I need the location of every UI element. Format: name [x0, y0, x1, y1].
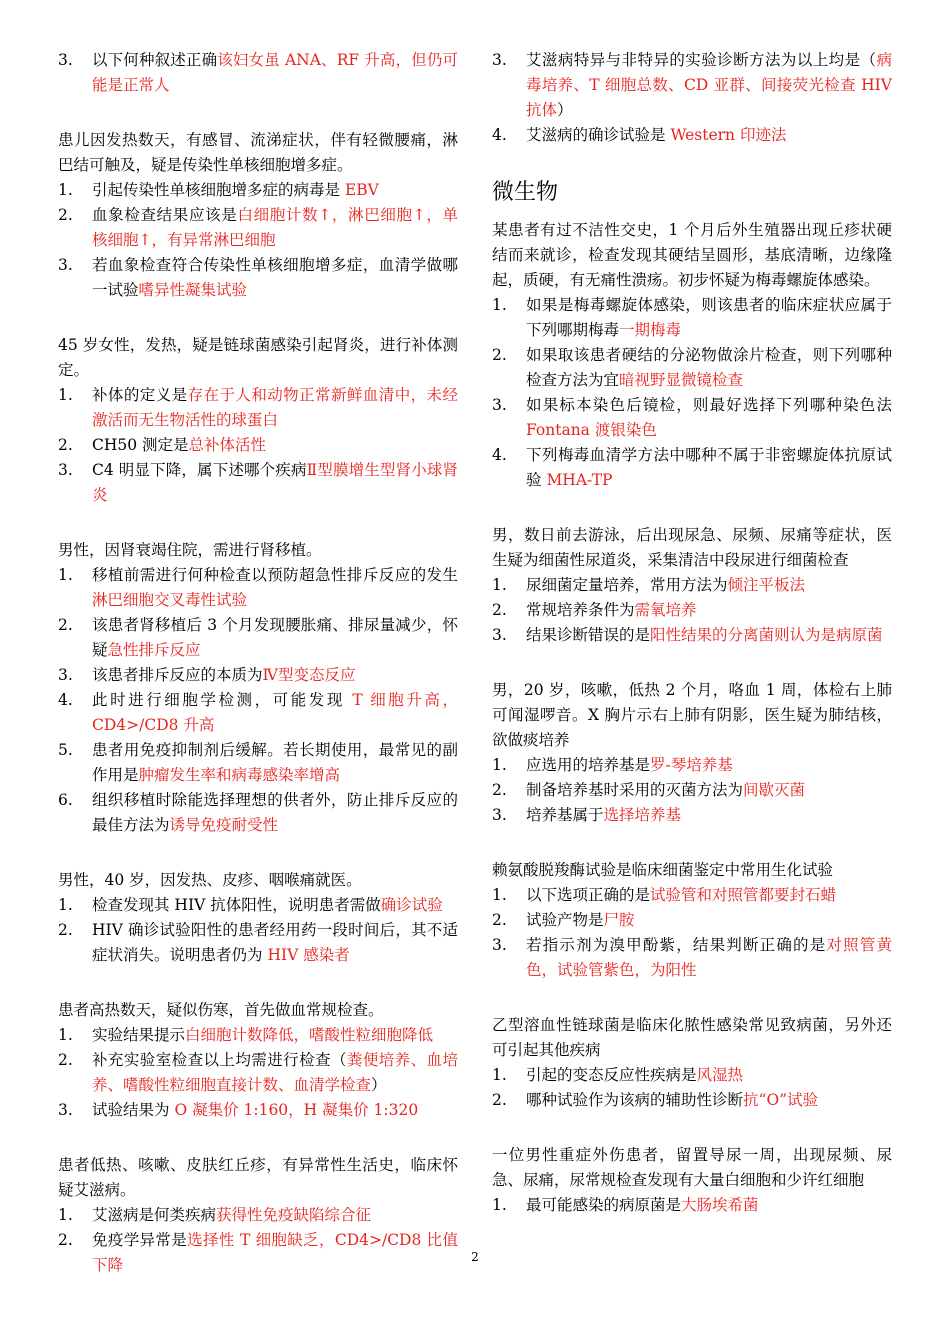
answer-text: 尸胺	[603, 911, 635, 929]
question-text: C4 明显下降，属下述哪个疾病	[92, 461, 307, 479]
item-number: 3.	[492, 806, 507, 824]
question-item	[58, 433, 458, 458]
case-intro: 45 岁女性，发热，疑是链球菌感染引起肾炎，进行补体测定。	[58, 336, 458, 379]
case-intro: 男，20 岁，咳嗽，低热 2 个月，咯血 1 周，体检右上肺可闻湿啰音。X 胸片示右上肺有阴影，医生疑为肺结核，欲做痰培养	[492, 681, 892, 749]
item-number: 3.	[492, 936, 507, 954]
question-block	[492, 678, 892, 828]
answer-text: T 细胞升高，CD4>/CD8 升高	[92, 691, 458, 734]
question-block	[492, 858, 892, 983]
answer-text: 病毒培养、T 细胞总数、CD 亚群、间接荧光检查 HIV 抗体	[526, 51, 892, 119]
question-item	[58, 1023, 458, 1048]
question-list	[58, 383, 458, 508]
case-intro: 乙型溶血性链球菌是临床化脓性感染常见致病菌，另外还可引起其他疾病	[492, 1016, 892, 1059]
answer-text: 存在于人和动物正常新鲜血清中，未经激活而无生物活性的球蛋白	[92, 386, 458, 429]
question-item	[58, 893, 458, 918]
question-list	[492, 1193, 892, 1218]
question-text: 补充实验室检查以上均需进行检查（	[92, 1051, 347, 1069]
answer-text: 大肠埃希菌	[681, 1196, 759, 1214]
question-block	[58, 333, 458, 508]
answer-text: 获得性免疫缺陷综合征	[216, 1206, 372, 1224]
item-number: 1.	[58, 181, 73, 199]
item-number: 2.	[492, 781, 507, 799]
question-item	[58, 738, 458, 788]
item-number: 5.	[58, 741, 73, 759]
item-number: 3.	[58, 51, 73, 69]
answer-text: 急性排斥反应	[107, 641, 201, 659]
question-item	[492, 443, 892, 493]
question-text: CH50 测定是	[92, 436, 189, 454]
question-text: 艾滋病特异与非特异的实验诊断方法为以上均是（	[526, 51, 877, 69]
question-text: 如果取该患者硬结的分泌物做涂片检查，则下列哪种检查方法为宜	[526, 346, 892, 389]
question-item	[58, 663, 458, 688]
item-number: 3.	[492, 626, 507, 644]
item-number: 4.	[58, 691, 73, 709]
question-list	[492, 573, 892, 648]
question-text: 患者用免疫抑制剂后缓解。若长期使用，最常见的副作用是	[92, 741, 458, 784]
item-number: 2.	[492, 346, 507, 364]
case-intro: 某患者有过不洁性交史，1 个月后外生殖器出现丘疹状硬结而来就诊，检查发现其硬结呈圆形，基底清晰，边缘隆起，质硬，有无痛性溃疡。初步怀疑为梅毒螺旋体感染。	[492, 221, 892, 289]
item-number: 1.	[492, 296, 507, 314]
item-number: 1.	[58, 386, 73, 404]
right-column	[492, 48, 892, 1248]
answer-text: MHA-TP	[546, 471, 613, 489]
answer-text: 白细胞计数降低，嗜酸性粒细胞降低	[185, 1026, 434, 1044]
question-item	[492, 623, 892, 648]
answer-text: 该妇女虽 ANA、RF 升高，但仍可能是正常人	[92, 51, 458, 94]
answer-text: 淋巴细胞交叉毒性试验	[92, 591, 248, 609]
question-block	[58, 538, 458, 838]
question-text: 常规培养条件为	[526, 601, 635, 619]
answer-text: 一期梅毒	[619, 321, 682, 339]
item-number: 3.	[58, 1101, 73, 1119]
question-item	[58, 253, 458, 303]
question-item	[492, 1193, 892, 1218]
question-text: 免疫学异常是	[92, 1231, 188, 1249]
question-item	[492, 293, 892, 343]
question-item	[492, 933, 892, 983]
question-item	[492, 573, 892, 598]
question-item	[58, 1203, 458, 1228]
question-text: 试验结果为	[92, 1101, 175, 1119]
answer-text: 选择性 T 细胞缺乏，CD4>/CD8 比值下降	[92, 1231, 458, 1274]
question-item	[58, 563, 458, 613]
item-number: 1.	[492, 1066, 507, 1084]
question-text: 引起传染性单核细胞增多症的病毒是	[92, 181, 345, 199]
question-text: 最可能感染的病原菌是	[526, 1196, 682, 1214]
question-item	[58, 458, 458, 508]
page-number: 2	[471, 1250, 479, 1264]
question-text-tail: ）	[371, 1076, 387, 1094]
question-list	[492, 883, 892, 983]
question-block	[58, 868, 458, 968]
case-intro: 男性，因肾衰竭住院，需进行肾移植。	[58, 541, 322, 559]
answer-text: 选择培养基	[603, 806, 682, 824]
left-column	[58, 48, 458, 1308]
answer-text: Ⅱ型膜增生型肾小球肾炎	[92, 461, 458, 504]
question-list	[58, 563, 458, 838]
item-number: 1.	[492, 886, 507, 904]
answer-text: O 凝集价 1:160，H 凝集价 1:320	[174, 1101, 419, 1119]
right-top-continuation	[492, 48, 892, 148]
question-item	[58, 688, 458, 738]
right-main-blocks	[492, 218, 892, 1218]
question-item	[492, 753, 892, 778]
question-text: 如果标本染色后镜检，则最好选择下列哪种染色法	[526, 396, 892, 414]
case-intro: 赖氨酸脱羧酶试验是临床细菌鉴定中常用生化试验	[492, 861, 834, 879]
answer-text: 风湿热	[696, 1066, 744, 1084]
answer-text: 粪便培养、血培养、嗜酸性粒细胞直接计数、血清学检查	[92, 1051, 458, 1094]
question-text: HIV 确诊试验阳性的患者经用药一段时间后，其不适症状消失。说明患者仍为	[92, 921, 458, 964]
question-list	[58, 1203, 458, 1278]
question-list	[492, 48, 892, 148]
answer-text: 抗“O”试验	[743, 1091, 819, 1109]
question-block	[58, 998, 458, 1123]
question-text: 以下何种叙述正确	[92, 51, 218, 69]
question-item	[58, 48, 458, 98]
question-item	[492, 393, 892, 443]
question-text: 应选用的培养基是	[526, 756, 651, 774]
answer-text: 罗-琴培养基	[650, 756, 733, 774]
question-list	[58, 48, 458, 98]
answer-text: 暗视野显微镜检查	[619, 371, 744, 389]
case-intro: 患者高热数天，疑似伤寒，首先做血常规检查。	[58, 1001, 384, 1019]
answer-text: Fontana 渡银染色	[526, 421, 657, 439]
question-item	[58, 383, 458, 433]
answer-text: 阳性结果的分离菌则认为是病原菌	[650, 626, 883, 644]
item-number: 3.	[58, 256, 73, 274]
question-block	[492, 1143, 892, 1218]
question-block	[492, 523, 892, 648]
item-number: 3.	[58, 666, 73, 684]
answer-text: 倾注平板法	[727, 576, 806, 594]
item-number: 2.	[58, 921, 73, 939]
question-item	[492, 883, 892, 908]
item-number: 1.	[492, 1196, 507, 1214]
question-text: 实验结果提示	[92, 1026, 186, 1044]
question-text: 艾滋病是何类疾病	[92, 1206, 217, 1224]
item-number: 2.	[58, 436, 73, 454]
question-item	[492, 48, 892, 123]
question-text: 移植前需进行何种检查以预防超急性排斥反应的发生	[92, 566, 458, 584]
question-text: 该患者排斥反应的本质为	[92, 666, 263, 684]
question-block	[492, 48, 892, 148]
item-number: 2.	[58, 206, 73, 224]
question-list	[492, 1063, 892, 1113]
question-item	[58, 1098, 458, 1123]
question-item	[492, 123, 892, 148]
question-block	[58, 48, 458, 98]
answer-text: 总补体活性	[188, 436, 267, 454]
case-intro: 男，数日前去游泳，后出现尿急、尿频、尿痛等症状，医生疑为细菌性尿道炎，采集清洁中段尿进行细菌检查	[492, 526, 892, 569]
item-number: 1.	[58, 1026, 73, 1044]
section-heading: 微生物	[492, 180, 559, 205]
question-block	[492, 218, 892, 493]
item-number: 4.	[492, 446, 507, 464]
question-text: 若血象检查符合传染性单核细胞增多症，血清学做哪一试验	[92, 256, 458, 299]
item-number: 1.	[58, 896, 73, 914]
answer-text: 需氧培养	[634, 601, 697, 619]
question-list	[492, 753, 892, 828]
question-text: 组织移植时除能选择理想的供者外，防止排斥反应的最佳方法为	[92, 791, 458, 834]
item-number: 3.	[492, 51, 507, 69]
item-number: 1.	[492, 576, 507, 594]
answer-text: HIV 感染者	[267, 946, 350, 964]
item-number: 3.	[58, 461, 73, 479]
item-number: 2.	[58, 1051, 73, 1069]
item-number: 2.	[58, 616, 73, 634]
question-item	[58, 788, 458, 838]
item-number: 6.	[58, 791, 73, 809]
question-block	[492, 1013, 892, 1113]
case-intro: 一位男性重症外伤患者，留置导尿一周，出现尿频、尿急、尿痛，尿常规检查发现有大量白细胞和少许红细胞	[492, 1146, 892, 1189]
question-text: 下列梅毒血清学方法中哪种不属于非密螺旋体抗原试验	[526, 446, 892, 489]
answer-text: 试验管和对照管都要封石蜡	[650, 886, 837, 904]
question-item	[492, 908, 892, 933]
item-number: 1.	[58, 566, 73, 584]
question-item	[58, 178, 458, 203]
question-text: 结果诊断错误的是	[526, 626, 651, 644]
question-text: 哪种试验作为该病的辅助性诊断	[526, 1091, 744, 1109]
question-item	[58, 613, 458, 663]
case-intro: 患儿因发热数天，有感冒、流涕症状，伴有轻微腰痛，淋巴结可触及，疑是传染性单核细胞增多症。	[58, 131, 458, 174]
answer-text: 间歇灭菌	[743, 781, 806, 799]
answer-text: EBV	[344, 181, 379, 199]
question-text: 血象检查结果应该是	[92, 206, 238, 224]
question-list	[492, 293, 892, 493]
question-text: 若指示剂为溴甲酚紫，结果判断正确的是	[526, 936, 827, 954]
answer-text: 诱导免疫耐受性	[169, 816, 279, 834]
question-text: 检查发现其 HIV 抗体阳性，说明患者需做	[92, 896, 381, 914]
item-number: 2.	[492, 911, 507, 929]
item-number: 2.	[58, 1231, 73, 1249]
question-text: 引起的变态反应性疾病是	[526, 1066, 697, 1084]
question-text: 试验产物是	[526, 911, 604, 929]
question-item	[492, 1088, 892, 1113]
question-list	[58, 893, 458, 968]
question-item	[58, 1048, 458, 1098]
item-number: 4.	[492, 126, 507, 144]
case-intro: 患者低热、咳嗽、皮肤红丘疹，有异常性生活史，临床怀疑艾滋病。	[58, 1156, 458, 1199]
answer-text: Ⅳ型变态反应	[262, 666, 356, 684]
question-text: 如果是梅毒螺旋体感染，则该患者的临床症状应属于下列哪期梅毒	[526, 296, 892, 339]
question-list	[58, 1023, 458, 1123]
question-item	[492, 803, 892, 828]
question-text: 培养基属于	[526, 806, 604, 824]
answer-text: 肿瘤发生率和病毒感染率增高	[138, 766, 341, 784]
question-item	[492, 343, 892, 393]
question-text: 制备培养基时采用的灭菌方法为	[526, 781, 744, 799]
question-item	[58, 203, 458, 253]
question-text: 以下选项正确的是	[526, 886, 651, 904]
question-item	[492, 1063, 892, 1088]
question-text: 艾滋病的确诊试验是	[526, 126, 671, 144]
answer-text: 嗜异性凝集试验	[138, 281, 248, 299]
answer-text: 白细胞计数↑，淋巴细胞↑，单核细胞↑，有异常淋巴细胞	[92, 206, 458, 249]
answer-text: 确诊试验	[380, 896, 443, 914]
question-list	[58, 178, 458, 303]
question-item	[492, 778, 892, 803]
question-block	[58, 128, 458, 303]
question-item	[58, 918, 458, 968]
question-text: 补体的定义是	[92, 386, 188, 404]
answer-text: Western 印迹法	[670, 126, 787, 144]
item-number: 2.	[492, 601, 507, 619]
item-number: 1.	[58, 1206, 73, 1224]
item-number: 3.	[492, 396, 507, 414]
item-number: 1.	[492, 756, 507, 774]
answer-text: 对照管黄色，试验管紫色，为阳性	[526, 936, 892, 979]
item-number: 2.	[492, 1091, 507, 1109]
question-text: 该患者肾移植后 3 个月发现腰胀痛、排尿量减少，怀疑	[92, 616, 458, 659]
case-intro: 男性，40 岁，因发热、皮疹、咽喉痛就医。	[58, 871, 362, 889]
question-text: 尿细菌定量培养，常用方法为	[526, 576, 728, 594]
question-text: 此时进行细胞学检测，可能发现	[92, 691, 353, 709]
question-text-tail: ）	[557, 101, 573, 119]
question-item	[492, 598, 892, 623]
